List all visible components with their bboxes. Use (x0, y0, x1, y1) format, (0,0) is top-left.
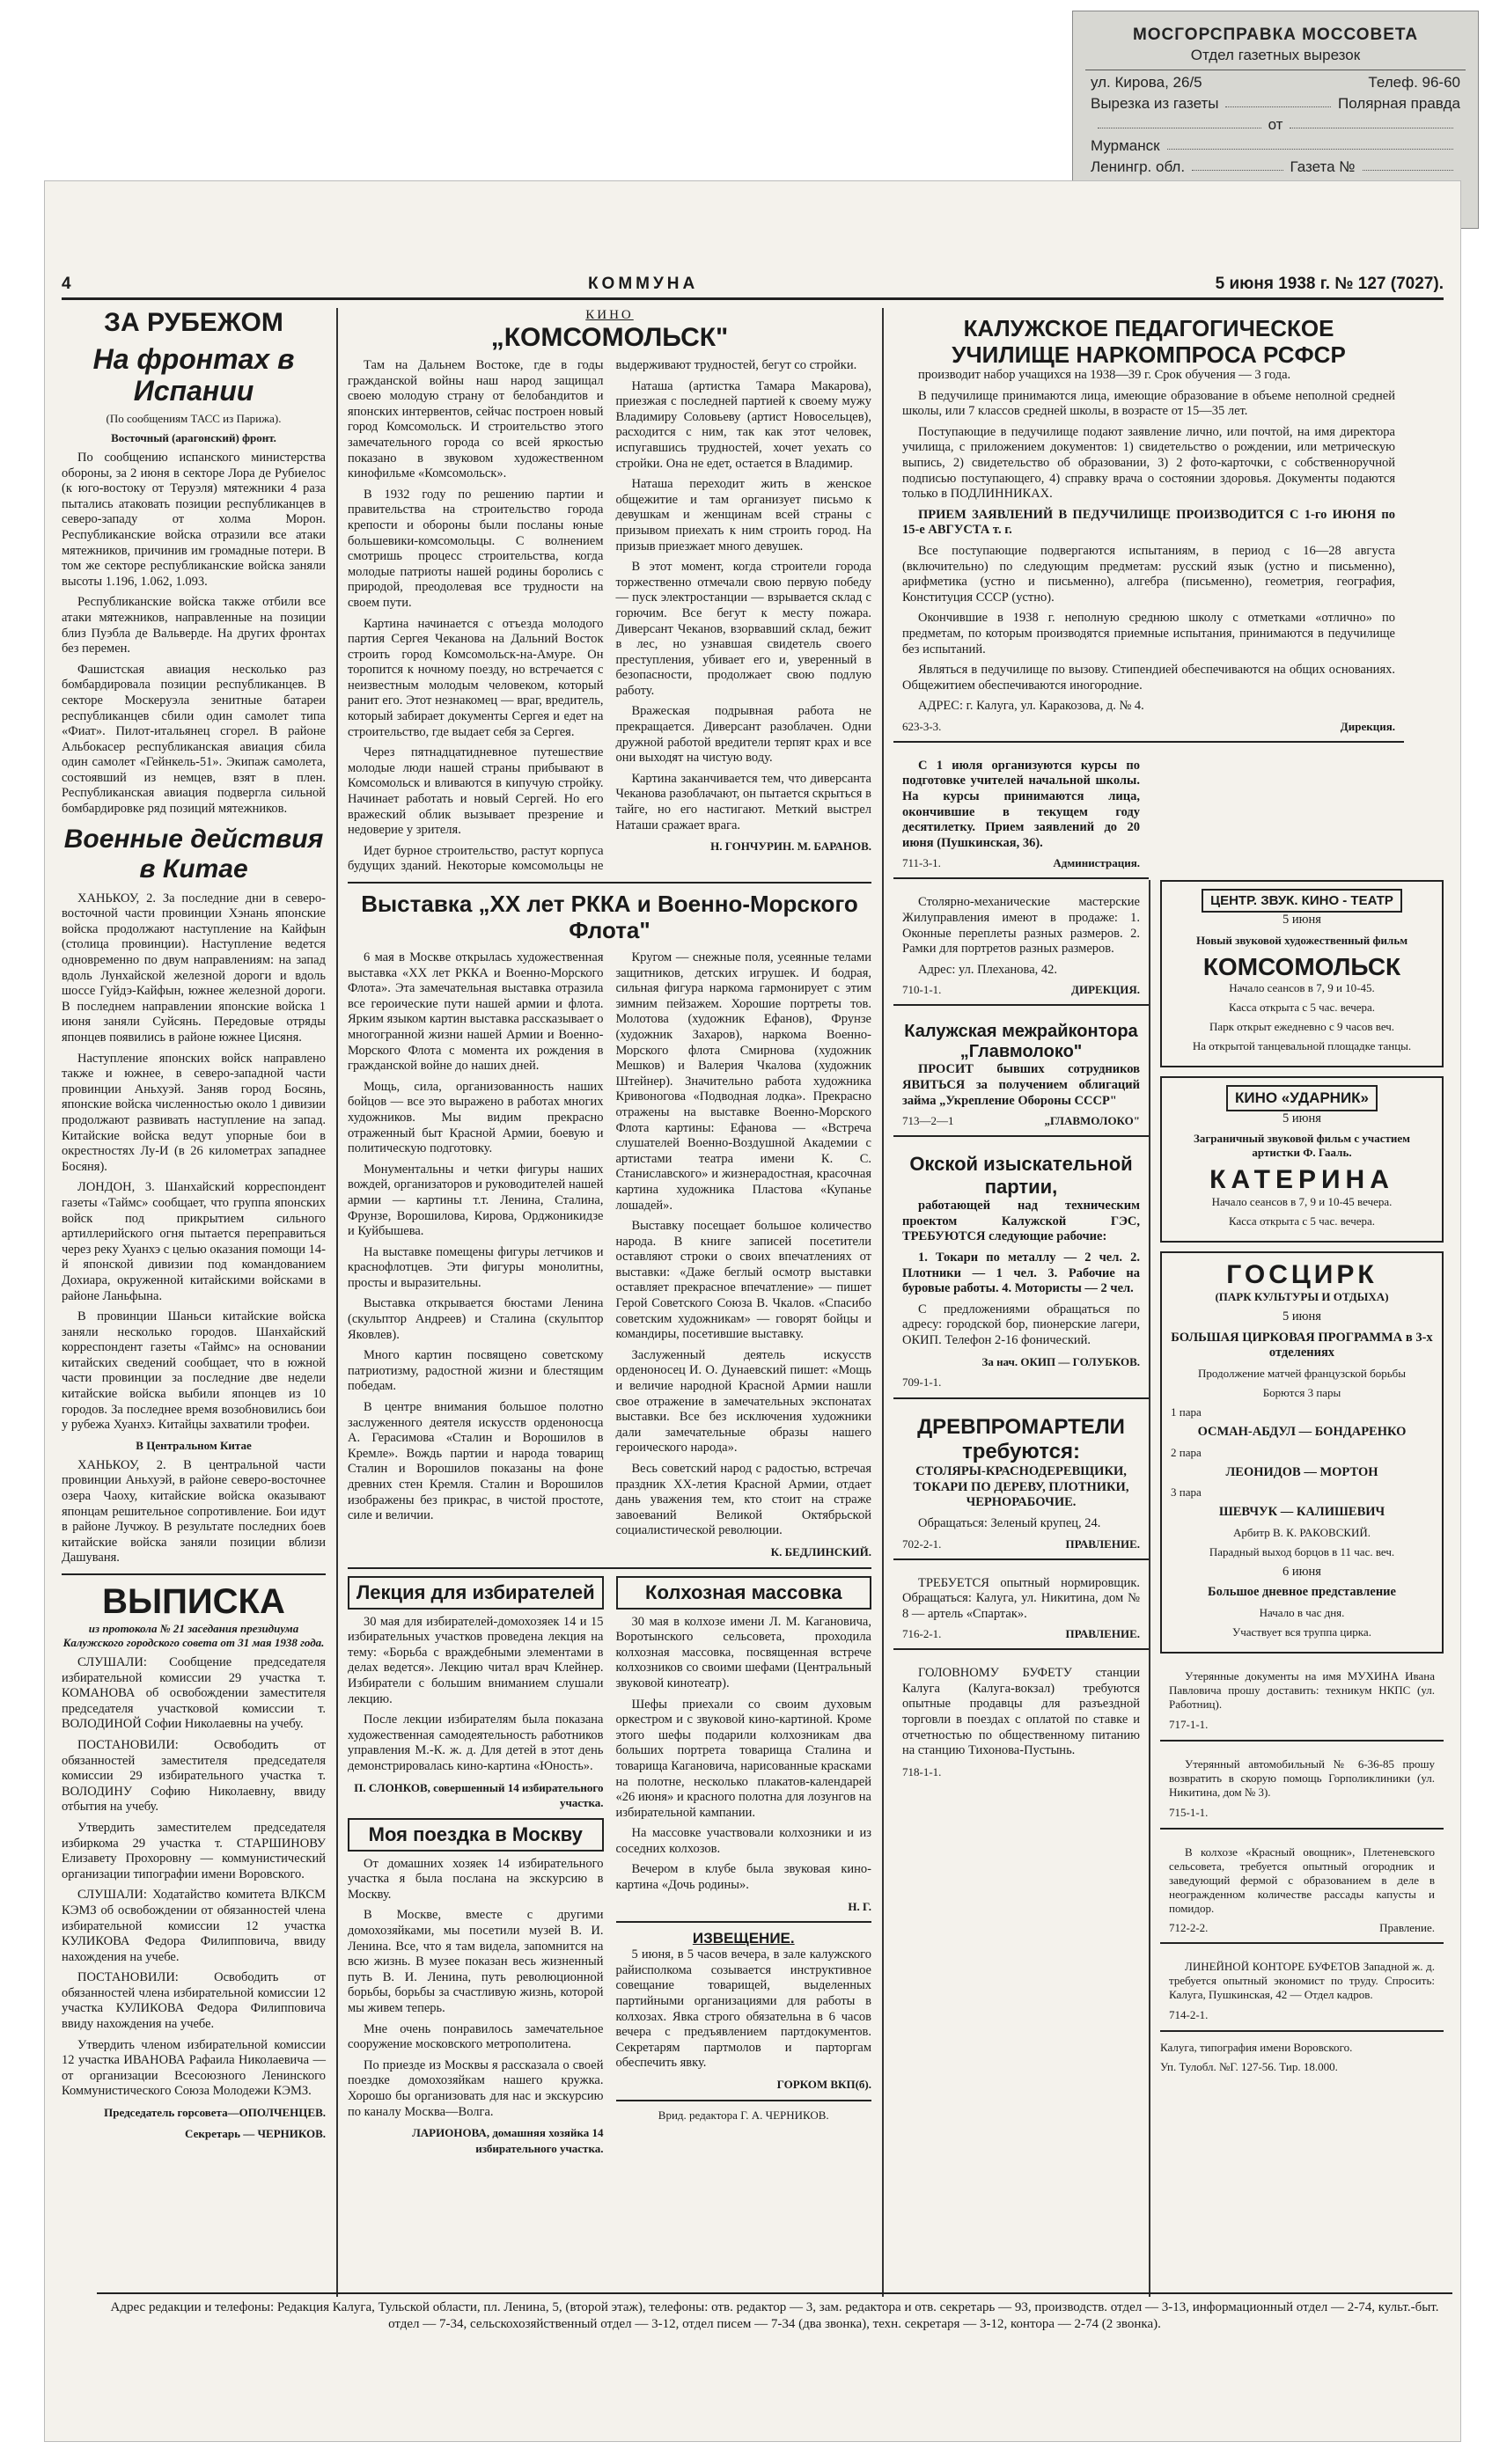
pair-wrestlers: ОСМАН-АБДУЛ — БОНДАРЕНКО (1197, 1424, 1407, 1439)
cinema-udarnik-head: КИНО «УДАРНИК» (1226, 1085, 1378, 1111)
ped-code: 623-3-3. (902, 719, 942, 733)
exhibition-paragraph: Заслуженный деятель искусств орденоносец И. О. Дунаевский пишет: «Мощь и величие народной Красной Армии нашли свое отражение в замечательных экспонатах выставки. Все без исключения художники дали замечательные образы нашего героического народа». (615, 1347, 871, 1456)
kino-paragraph: Картина заканчивается тем, что диверсанта Чеканова разоблачают, он пытается скрыться в тайге, но его настигают. Меткий выстрел Наташи сражает врага. (615, 771, 871, 832)
wood-signature: ПРАВЛЕНИЕ. (1065, 1536, 1140, 1551)
circus-troupe: Участвует вся труппа цирка. (1232, 1624, 1371, 1639)
pair-label: 1 пара (1171, 1404, 1202, 1419)
lost-car-text: Утерянный автомобильный № 6-36-85 прошу возвратить в скорую помощь Горполиклиники (ул. Никитина, дом № 3). (1169, 1756, 1435, 1799)
ped-paragraph: Окончившие в 1938 г. неполную среднюю школу с отметками «отлично» по предметам, по которым производятся приемные испытания, принимаются в педучилище без испытаний. (902, 611, 1395, 656)
trip-paragraph: В Москве, вместе с другими домохозяйками, мы посетили музей В. И. Ленина. Все, что я там видела, запомнится на всю жизнь. В музее показан весь жизненный путь В. И. Ленина, путь революционной борьбы, борьбы за счастливую жизнь, которой мы живем теперь. (348, 1908, 604, 2016)
wood-code: 702-2-1. (902, 1536, 942, 1551)
spain-subhead: Восточный (арагонский) фронт. (111, 431, 276, 444)
clipping-dept: Отдел газетных вырезок (1190, 47, 1361, 63)
lost-docs-code: 717-1-1. (1169, 1717, 1209, 1731)
clipping-city: Мурманск (1091, 137, 1160, 154)
wood-footer (902, 1537, 1140, 1551)
lost-docs-ad (1160, 1662, 1444, 1742)
norm-signature: ПРАВЛЕНИЕ. (1065, 1627, 1140, 1641)
ped-address: АДРЕС: г. Калуга, ул. Каракозова, д. № 4. (918, 699, 1144, 714)
clipping-number-label: Газета № (1290, 158, 1356, 175)
cinema-central-box: Касса открыта с 5 час. вечера. (1228, 1000, 1376, 1014)
extract-paragraph: Утвердить заместителем председателя избиркома 29 участка т. СТАРШИНОВУ Елизавету Прохоровну — коммунистический организации типографии имени Воровского. (62, 1820, 326, 1881)
printer-line: Калуга, типография имени Воровского. (1160, 2040, 1353, 2054)
exhibition-article (348, 950, 871, 1560)
section-title: ЗА РУБЕЖОМ (104, 308, 283, 337)
spain-headline: На фронтах в Испании (92, 343, 295, 407)
norm-footer (902, 1627, 1140, 1641)
buffet-paragraph: ГОЛОВНОМУ БУФЕТУ станции Калуга (Калуга-вокзал) требуются опытные продавцы для разъездной торговли в поездах с оплатой по ставке и отчетностью по общественному питанию на станцию Тихонова-Пустынь. (902, 1666, 1140, 1758)
exhibition-paragraph: Весь советский народ с радостью, встречая праздник XX-летия Красной Армии, отдает дань уважения тем, кто стоит на страже завоеваний Великой Октябрьской социалистической революции. (615, 1462, 871, 1538)
masthead (62, 271, 1444, 300)
buffet-ad (893, 1659, 1149, 1787)
china-paragraph: ХАНЬКОУ, 2. За последние дни в северо-восточной части провинции Хэнань японские войска продолжают наступление на Кайфын (столица провинции). Наступление ведется одновременно по двум направлениям: на запад вдоль Лунхайской железной дороги и вдоль шоссе Гуйдэ-Кайфын, южнее железной дороги. В последнем направлении японские войска 1 июня заняли Суйсянь. Передовые отряды японцев появились в районе южнее Цисяня. (62, 891, 326, 1045)
spain-paragraph: Фашистская авиация несколько раз бомбардировала позиции республиканцев. В секторе Москеруэла зенитные батареи республиканцев сбили один самолет типа «Фиат». Пилот-итальянец сгорел. В районе Альбокасер республиканская авиация сбила один самолет «Гейнкель-51». Экипаж самолета, состоявший из немцев, взят в плен. Республиканская авиация подвергла сильной бомбардировке ряд позиций мятежников. (62, 662, 326, 817)
circus-parade: Парадный выход борцов в 11 час. веч. (1209, 1544, 1395, 1558)
right-items (616, 1576, 872, 2162)
left-items (348, 1576, 604, 2162)
cinema-udarnik-box: Касса открыта с 5 час. вечера. (1228, 1214, 1376, 1228)
ped-paragraph: ПРИЕМ ЗАЯВЛЕНИЙ В ПЕДУЧИЛИЩЕ ПРОИЗВОДИТСЯ С 1-го ИЮНЯ по 15-е АВГУСТА т. г. (902, 507, 1395, 538)
cinema-udarnik-date: 5 июня (1283, 1111, 1321, 1126)
ped-footer (902, 720, 1395, 734)
oka-code: 709-1-1. (902, 1375, 942, 1390)
milk-title: Калужская межрайконтора „Главмолоко" (904, 1022, 1138, 1062)
kino-paragraph: Идет бурное строительство, растут корпуса будущих зданий. Некоторые комсомольцы не выдерживают трудностей, бегут со стройки. (348, 358, 857, 874)
extract-paragraph: ПОСТАНОВИЛИ: Освободить от обязанностей заместителя председателя комиссии 29 избирательного участка т. ВОЛОДИНУ Софию Николаевну, ввиду отбытия на учебу. (62, 1737, 326, 1815)
milk-paragraph: ПРОСИТ бывших сотрудников ЯВИТЬСЯ за получением облигаций займа „Укрепление Обороны СССР" (902, 1062, 1140, 1108)
notice-signature: ГОРКОМ ВКП(б). (776, 2078, 871, 2091)
cinema-udarnik-ad (1160, 1076, 1444, 1243)
china-paragraph: ХАНЬКОУ, 2. В центральной части провинции Аньхуэй, в районе северо-восточнее озера Чаоху, китайские войска оказывают японцам решительное сопротивление. Бои идут в районе Лучжоу. В результате последних боев китайские войска заняли позиции вблизи Дашуваня. (62, 1457, 326, 1566)
kolkhoz-ad-footer (1169, 1921, 1435, 1935)
china-headline: Военные действия в Китае (63, 824, 324, 884)
exhibition-paragraph: Много картин посвящено советскому патриотизму, радостной жизни и блестящим победам. (348, 1348, 604, 1394)
norm-paragraph: ТРЕБУЕТСЯ опытный нормировщик. Обращаться: Калуга, ул. Никитина, дом № 8 — артель «Спартак». (902, 1575, 1140, 1621)
circus-program: БОЛЬШАЯ ЦИРКОВАЯ ПРОГРАММА в 3-х отделениях (1171, 1330, 1433, 1360)
ped-school-ad (893, 308, 1404, 743)
kino-paragraph: Картина начинается с отъезда молодого партия Сергея Чеканова на Дальний Восток строить город Комсомольск-на-Амуре. Он торопится к ночному поезду, но встречается с неизвестным молодым человеком, который ранит его. Этот незнакомец — враг, вредитель, который забирает документы Сергея и едет на строительство, где выдает себя за Сергея. (348, 616, 604, 739)
ped-school-title: КАЛУЖСКОЕ ПЕДАГОГИЧЕСКОЕ УЧИЛИЩЕ НАРКОМПРОСА РСФСР (952, 315, 1346, 368)
norm-ad (893, 1569, 1149, 1651)
clipping-from-label: Вырезка из газеты (1091, 95, 1219, 112)
kino-article (348, 358, 871, 875)
spain-source: (По сообщениям ТАСС из Парижа). (106, 412, 282, 425)
exhibition-paragraph: Монументальны и четки фигуры наших вождей, организаторов и руководителей нашей армии — картины т.т. Ленина, Сталина, Фрунзе, Ворошилова, Кирова, Орджоникидзе и Куйбышева. (348, 1162, 604, 1239)
extract-title: ВЫПИСКА (102, 1582, 285, 1621)
clipping-region: Ленингр. обл. (1091, 158, 1186, 175)
kolkhoz-paragraph: Шефы приехали со своим духовым оркестром и с звуковой кино-картиной. Кроме этого шефы подарили колхозникам два больших портрета товарища Сталина и товарища Кагановича, нарисованные красками на полотне, несколько плакатов-календарей «26 июня» и красного полотна для лозунгов на избирательной кампании. (615, 1697, 871, 1820)
kolkhoz-headline: Колхозная массовка (616, 1576, 872, 1610)
oka-signature: За нач. ОКИП — ГОЛУБКОВ. (981, 1354, 1140, 1368)
extract-signature: Секретарь — ЧЕРНИКОВ. (185, 2126, 326, 2140)
cinema-central-film: КОМСОМОЛЬСК (1202, 952, 1401, 980)
cinema-udarnik-desc: Заграничный звуковой фильм с участием артистки Ф. Гааль. (1193, 1132, 1411, 1160)
cinema-central-desc: Новый звуковой художественный фильм (1195, 933, 1408, 947)
buffet-office-text: ЛИНЕЙНОЙ КОНТОРЕ БУФЕТОВ Западной ж. д. требуется опытный экономист по труду. Спросить: Калуга, Пушкинская, 42 — Отдел кадров. (1169, 1959, 1435, 2001)
oka-paragraph: С предложениями обращаться по адресу: городской бор, пионерские лагери, ОКИП. Телефон 2-16 фонический. (902, 1302, 1140, 1347)
joinery-address: Адрес: ул. Плеханова, 42. (918, 962, 1058, 977)
oka-paragraph: работающей над техническим проектом Калужской ГЭС, ТРЕБУЮТСЯ следующие рабочие: (902, 1199, 1140, 1244)
oka-ad (893, 1146, 1149, 1399)
kino-paragraph: Вражеская подрывная работа не прекращается. Диверсант разоблачен. Одни дружной работой вредители терпят крах и все они выходят на чистую воду. (615, 704, 871, 766)
lecture-headline: Лекция для избирателей (348, 1576, 604, 1610)
notice-headline: ИЗВЕЩЕНИЕ. (692, 1930, 795, 1947)
exhibition-paragraph: На выставке помещены фигуры летчиков и краснофлотцев. Эти фигуры монолитны, просты и выразительны. (348, 1244, 604, 1290)
china-subhead: В Центральном Китае (136, 1438, 252, 1452)
cinema-udarnik-times: Начало сеансов в 7, 9 и 10-45 вечера. (1211, 1195, 1393, 1209)
milk-ad (893, 1015, 1149, 1137)
exhibition-signature: К. БЕДЛИНСКИЙ. (770, 1544, 871, 1558)
kino-paragraph: Там на Дальнем Востоке, где в годы гражданской войны наш народ защищал своею молодую страну от белобандитов и японских интервентов, сейчас построен новый город Комсомольск. И строительство этого замечательного города со всей яркостью показано в звуковом художественном кинофильме «Комсомольск». (348, 358, 604, 481)
kolkhoz-ad-code: 712-2-2. (1169, 1920, 1209, 1934)
extract-paragraph: Утвердить членом избирательной комиссии 12 участка ИВАНОВА Рафаила Николаевича — от организации Всесоюзного Ленинского Коммунистического Союза Молодежи КЭМЗ. (62, 2037, 326, 2099)
circus-continuation: Продолжение матчей французской борьбы (1198, 1366, 1406, 1380)
circus-day-show: Большое дневное представление (1208, 1585, 1396, 1600)
notice-paragraph: 5 июня, в 5 часов вечера, в зале калужского райисполкома созывается инструктивное совещание товарищей, выделенных партийными организациями для работы в колхозах. Явка строго обязательна в 6 часов вечера с предъявлением партдокументов. Секретарям партмолов и парторгам обеспечить явку. (615, 1947, 871, 2071)
joinery-signature: ДИРЕКЦИЯ. (1071, 983, 1140, 997)
exhibition-paragraph: 6 мая в Москве открылась художественная выставка «XX лет РККА и Военно-Морского Флота». Эта замечательная выставка отразила все героические пути нашей армии и флота. Ярким языком картин выставка рассказывает о многогранной жизни нашей Армии и Военно-Морского Флота с момента их рождения в гражданской войне до наших дней. (348, 950, 604, 1074)
joinery-code: 710-1-1. (902, 983, 942, 997)
column-foreign-news (62, 308, 326, 2146)
trip-paragraph: От домашних хозяек 14 избирательного участка я была послана на экскурсию в Москву. (348, 1856, 604, 1902)
lecture-paragraph: 30 мая для избирателей-домохозяек 14 и 15 избирательных участков проведена лекция на тему: «Борьба с враждебными элементами в делах ведется». Лекцию читал врач Клейнер. Избиратели с большим вниманием слушали лекцию. (348, 1614, 604, 1706)
kino-paragraph: Наташа переходит жить в женское общежитие и там организует письмо к девушкам и женщинам всей страны с призывом приехать к ним строить город. На призыв приезжает много девушек. (615, 477, 871, 554)
clipping-newspaper: Полярная правда (1338, 95, 1460, 112)
cinema-central-dance: На открытой танцевальной площадке танцы. (1192, 1038, 1412, 1052)
buffet-office-ad (1160, 1953, 1444, 2032)
circus-start: Начало в час дня. (1259, 1605, 1345, 1619)
ped-paragraph: В педучилище принимаются лица, имеющие образование в объеме неполной средней школы, или 7 классов средней школы, в возрасте от 15—35 лет. (902, 388, 1395, 419)
wood-paragraph: СТОЛЯРЫ-КРАСНОДЕРЕВЩИКИ, ТОКАРИ ПО ДЕРЕВУ, ПЛОТНИКИ, ЧЕРНОРАБОЧИЕ. (913, 1464, 1129, 1510)
trip-headline: Моя поездка в Москву (348, 1818, 604, 1852)
wood-title: ДРЕВПРОМАРТЕЛИ требуются: (917, 1415, 1125, 1464)
extract-signature: Председатель горсовета—ОПОЛЧЕНЦЕВ. (104, 2106, 326, 2120)
kino-paragraph: В 1932 году по решению партии и правительства на строительство города крепости и обороны были посланы юные большевики-комсомольцы. С волнением смотришь процесс строительства, когда молодые патриоты нашей родины боролись с природой, преодолевая все трудности на своем пути. (348, 487, 604, 610)
norm-code: 716-2-1. (902, 1627, 942, 1641)
kolkhoz-ad (1160, 1838, 1444, 1944)
exhibition-paragraph: Выставку посещает большое количество народа. В книге записей посетители оставляют строки о своих впечатлениях от выставки: «Даже беглый осмотр выставки оставляет прекрасное впечатление» — пишет Герой Советского Союза В. Чкалов. «Спасибо советским художникам» — говорят бойцы и командиры, посетившие выставку. (615, 1219, 871, 1342)
print-code: Уп. Тулобл. №Г. 127-56. Тир. 18.000. (1160, 2059, 1338, 2073)
kino-paragraph: В этот момент, когда строители города торжественно отмечали свою первую победу — пуск электростанции — взрывается склад с горючим. Все бегут к месту пожара. Диверсант Чеканов, взорвавший склад, бежит в лес, но узнавшая свидетель своего преступления, убивает его и, уверенный в безопасности, продолжает свою подлую работу. (615, 560, 871, 698)
clipping-phone: Телеф. 96-60 (1368, 74, 1460, 91)
courses-signature: Администрация. (1053, 856, 1140, 870)
newspaper-name: КОММУНА (587, 275, 699, 293)
ped-paragraph: Поступающие в педучилище подают заявление лично, или почтой, на имя директора училища, с приложением документов: 1) свидетельство о рождении, или метрическую выпись, 2) свидетельство об образовании, 3) 2 фото-карточки, с собственноручной подписью поступающего, 4) справку врача о состоянии здоровья. Документы подаются только в ПОДЛИННИКАХ. (902, 424, 1395, 502)
column-entertainment (1160, 880, 1444, 2079)
pair-label: 2 пара (1171, 1445, 1202, 1459)
spain-paragraph: Республиканские войска также отбили все атаки мятежников, направленные на позиции близ Пуэбла де Вальверде. На других фронтах без перемен. (62, 595, 326, 656)
newspaper-page (44, 180, 1461, 2442)
extract-paragraph: СЛУШАЛИ: Ходатайство комитета ВЛКСМ КЭМЗ об освобождении от обязанностей члена избирательной комиссии 12 участка КУЛИКОВА Федора Филипповича, ввиду нахождения на учебе. (62, 1888, 326, 1964)
exhibition-paragraph: В центре внимания большое полотно заслуженного деятеля искусств орденоносца А. Герасимова «Сталин и Ворошилов в Кремле». Вождь партии и народа товарищ Сталин и Ворошилов показаны на фоне древних стен Кремля. Сталин и Ворошилов изображены без прикрас, в чистой простоте, силе и величии. (348, 1400, 604, 1523)
kolkhoz-paragraph: Вечером в клубе была звуковая кино-картина «Дочь родины». (615, 1862, 871, 1893)
lecture-signature: П. СЛОНКОВ, совершенный 14 избирательного участка. (354, 1780, 604, 1810)
ped-paragraph: Все поступающие подвергаются испытаниям, в период с 16—28 августа (включительно) по следующим предметам: русский язык (устно и письменно), арифметика (устно и письменно), алгебра (письменно), геометрия, география, Конституция СССР (устно). (902, 543, 1395, 605)
ped-signature: Дирекция. (1340, 719, 1395, 733)
kolkhoz-ad-text: В колхозе «Красный овощник», Плетеневского сельсовета, требуется опытный огородник и заведующий фермой с образованием в деле в неогражденном количестве рассады капусты и помидор. (1169, 1844, 1435, 1915)
pair-wrestlers: ЛЕОНИДОВ — МОРТОН (1225, 1464, 1378, 1479)
wood-address: Обращаться: Зеленый крупец, 24. (918, 1515, 1101, 1530)
courses-paragraph: С 1 июля организуются курсы по подготовке учителей начальной школы. На курсы принимаются лица, окончившие в текущем году десятилетку. Прием заявлений до 20 июня (Пушкинская, 36). (902, 758, 1140, 850)
kino-headline: „КОМСОМОЛЬСК" (490, 323, 729, 352)
wood-ad (893, 1408, 1149, 1559)
pair-wrestlers: ШЕВЧУК — КАЛИШЕВИЧ (1218, 1505, 1385, 1520)
bottom-items (348, 1576, 871, 2162)
oka-list: 1. Токари по металлу — 2 чел. 2. Плотники — 1 чел. 3. Рабочие на буровые работы. 4. Мотористы — 2 чел. (902, 1250, 1140, 1296)
column-culture (348, 308, 871, 2161)
cinema-udarnik-film: КАТЕРИНА (1209, 1165, 1394, 1195)
courses-ad (893, 752, 1149, 880)
kolkhoz-ad-signature: Правление. (1379, 1920, 1435, 1934)
oka-title: Окской изыскательной партии, (909, 1153, 1133, 1199)
lost-car-code: 715-1-1. (1169, 1805, 1209, 1819)
kolkhoz-paragraph: 30 мая в колхозе имени Л. М. Кагановича, Воротынского сельсовета, проходила колхозная массовка, посвященная встрече колхозников со своими шефами (Центральный звуковой кинотеатр). (615, 1614, 871, 1690)
china-paragraph: Наступление японских войск направлено также и южнее, в северо-западной части провинции Аньхуэй. Заняв город Босянь, японские войска численностью около 1 дивизии продолжают развивать наступление на запад. Китайские войска ведут упорные бои в окрестностях Лу-И (в 26 километрах западнее Босяня). (62, 1051, 326, 1174)
exhibition-headline: Выставка „XX лет РККА и Военно-Морского Флота" (361, 891, 858, 943)
editor-line: Врид. редактора Г. А. ЧЕРНИКОВ. (658, 2108, 829, 2122)
kino-label: КИНО (585, 308, 634, 322)
page-number: 4 (62, 275, 71, 293)
circus-date-2: 6 июня (1283, 1564, 1321, 1579)
circus-date: 5 июня (1283, 1309, 1321, 1324)
milk-signature: „ГЛАВМОЛОКО" (1044, 1114, 1140, 1128)
trip-paragraph: Мне очень понравилось замечательное сооружение московского метрополитена. (348, 2021, 604, 2052)
exhibition-paragraph: Выставка открывается бюстами Ленина (скульптор Андреев) и Сталина (скульптор Яковлев). (348, 1296, 604, 1342)
cinema-central-date: 5 июня (1283, 913, 1321, 927)
circus-ad (1160, 1251, 1444, 1654)
extract-paragraph: СЛУШАЛИ: Сообщение председателя избирательной комиссии 29 участка т. КОМАНОВА об освобождении заместителя председателя участковой комиссии т. ВОЛОДИНОЙ Софии Николаевны на учебу. (62, 1655, 326, 1732)
cinema-central-head: ЦЕНТР. ЗВУК. КИНО - ТЕАТР (1202, 889, 1402, 913)
trip-signature: ЛАРИОНОВА, домашняя хозяйка 14 избирательного участка. (412, 2126, 604, 2155)
courses-footer (902, 856, 1140, 870)
china-paragraph: В провинции Шаньси китайские войска заняли несколько городов. Шанхайский корреспондент газеты «Таймс» на основании китайских сведений сообщает, что в южной части провинции за последние две недели китайские войска выбили японцев из 10 городов. За последнее время возобновились бои у рубежа Хуанхэ. Китайцы захватили трофеи. (62, 1309, 326, 1433)
lost-car-ad (1160, 1750, 1444, 1830)
circus-sub: (ПАРК КУЛЬТУРЫ И ОТДЫХА) (1215, 1290, 1389, 1304)
milk-code: 713—2—1 (902, 1114, 954, 1128)
courses-code: 711-3-1. (902, 856, 941, 870)
ped-paragraph: производит набор учащихся на 1938—39 г. Срок обучения — 3 года. (918, 368, 1291, 382)
cinema-central-ad (1160, 880, 1444, 1067)
clipping-address: ул. Кирова, 26/5 (1091, 74, 1202, 91)
exhibition-paragraph: Кругом — снежные поля, усеянные телами защитников, детских игрушек. И бодрая, сильная фигура наркома гармонирует с этим зимним пейзажем. Хорошие портреты тов. Молотова (художник Ефанов), Фрунзе (художник Захаров), наркома Военно-Морского флота Смирнова (художник Мешков) и Валерия Чкалова (художник Штейнер). Значительно работа художника Кривоногова «Подводная лодка». Прекрасно отражены на выставке Военно-Морского Флота картины: Ефанова — «Встреча слушателей Военно-Воздушной Академии с артистами театра имени К. С. Станиславского» и жизнерадостная, красочная картина художника Пластова «Купанье лошадей». (615, 950, 871, 1213)
exhibition-paragraph: Мощь, сила, организованность наших бойцов — все это выражено в работах многих художников. Мы видим прекрасно отраженный быт Красной Армии, боевую и политическую подготовку. (348, 1079, 604, 1156)
china-paragraph: ЛОНДОН, 3. Шанхайский корреспондент газеты «Таймс» сообщает, что группа японских войск под прикрытием сильного артиллерийского огня пытается переправиться через реку Хуанхэ с целью оказания помощи 14-й японской дивизии под командованием Дохиара, окруженной китайскими войсками в районе Ланьфына. (62, 1180, 326, 1303)
extract-paragraph: ПОСТАНОВИЛИ: Освободить от обязанностей члена избирательной комиссии 12 участка КУЛИКОВА Федора Филипповича ввиду нахождения на учебе. (62, 1970, 326, 2032)
joinery-footer (902, 983, 1140, 997)
lost-docs-text: Утерянные документы на имя МУХИНА Ивана Павловича прошу доставить: техникум НКПС (ул. Работниц). (1169, 1668, 1435, 1711)
clipping-org: МОСГОРСПРАВКА МОССОВЕТА (1132, 26, 1419, 44)
kino-paragraph: Через пятнадцатидневное путешествие молодые люди нашей страны прибывают в Комсомольск и вливаются в кипучую стройку. Начинает работать и новый Сергей. Но его вражеский облик вызывает презрение и недоверие у зрителя. (348, 745, 604, 838)
kino-signature: Н. ГОНЧУРИН. М. БАРАНОВ. (710, 840, 871, 854)
buffet-office-code: 714-2-1. (1169, 2007, 1209, 2021)
ped-paragraph: Являться в педучилище по вызову. Стипендией обеспечиваются на общих основаниях. Общежитием обеспечиваются иногородние. (902, 663, 1395, 693)
trip-paragraph: По приезде из Москвы я рассказала о своей поездке домохозяйкам нашего кружка. Хорошо бы организовать для нас и экскурсию по каналу Москва—Волга. (348, 2057, 604, 2119)
milk-footer (902, 1114, 1140, 1128)
kolkhoz-signature: Н. Г. (848, 1899, 871, 1913)
spain-paragraph: По сообщению испанского министерства обороны, за 2 июня в секторе Лора де Рубиелос (к юго-востоку от Теруэля) мятежники 4 раза пытались атаковать позиции республиканцев в северо-западу от холма Морон. Республиканские войска отразили все атаки мятежников, причинив им громадные потери. В том же секторе республиканские войска заняли высоты 1.196, 1.062, 1.093. (62, 451, 326, 589)
joinery-paragraph: Столярно-механические мастерские Жилуправления имеют в продаже: 1. Оконные переплеты разных размеров. 2. Рамки для портретов разных размеров. (902, 895, 1140, 957)
lecture-paragraph: После лекции избирателям была показана художественная самодеятельность работников управления М.-К. ж. д. Для детей в этот день демонстрировалась кино-картина «Юность». (348, 1712, 604, 1773)
cinema-central-times: Начало сеансов в 7, 9 и 10-45. (1229, 980, 1375, 994)
circus-pairs: Борются 3 пары (1262, 1385, 1341, 1399)
pair-label: 3 пара (1171, 1485, 1202, 1500)
kino-paragraph: Наташа (артистка Тамара Макарова), приезжая с последней партией к своему мужу Владимиру Соловьеву (артист Новосельцев), расходится с ним, так как этот человек, испугавшись трудностей, хочет уехать со стройки. Она не едет, остается в Владимир. (615, 378, 871, 471)
issue-date: 5 июня 1938 г. № 127 (7027). (1215, 275, 1444, 293)
announcement-stack (893, 752, 1149, 1787)
clipping-date-label: от (1268, 116, 1283, 133)
kolkhoz-paragraph: На массовке участвовали колхозники и из соседних колхозов. (615, 1826, 871, 1856)
buffet-code: 718-1-1. (902, 1764, 942, 1778)
cinema-central-park: Парк открыт ежедневно с 9 часов веч. (1209, 1019, 1395, 1033)
extract-subtitle: из протокола № 21 заседания президиума Калужского городского совета от 31 мая 1938 года. (62, 1622, 325, 1649)
circus-head: ГОСЦИРК (1226, 1260, 1378, 1290)
joinery-ad (893, 888, 1149, 1006)
circus-arbiter: Арбитр В. К. РАКОВСКИЙ. (1232, 1525, 1371, 1539)
editorial-footer: Адрес редакции и телефоны: Редакция Калуга, Тульской области, пл. Ленина, 5, (второй этаж), телефоны: отв. редактор — 3, зам. редактора и отв. секретарь — 93, производств. отдел — 3-13, информационный отдел — 2-74, культ.-быт. отдел — 7-34, сельскохозяйственный отдел — 3-12, отдел писем — 7-34 (два звонка), техн. секретаря — 3-12, контора — 2-74 (2 звонка). (97, 2292, 1452, 2333)
